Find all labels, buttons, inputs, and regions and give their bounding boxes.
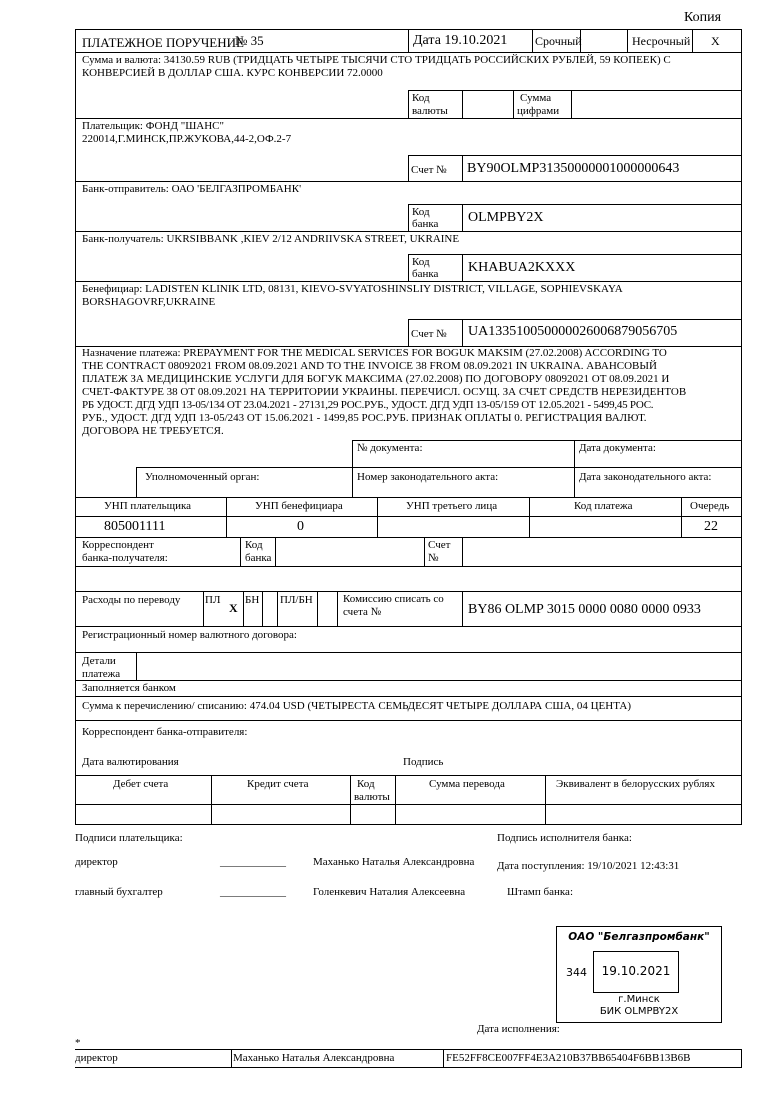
divider bbox=[681, 497, 682, 537]
footer-hash: FE52FF8CE007FF4E3A210B37BB65404F6BB13B6B bbox=[446, 1052, 691, 1064]
purpose-line-6: РУБ., УДОСТ. ДГД УДП 13-05/243 ОТ 15.06.2021 - 1499,85 РОС.РУБ. ПРИЗНАК ОПЛАТЫ 0. РЕГИСТРАЦИЯ ВАЛЮТ. bbox=[82, 412, 647, 424]
row-line bbox=[75, 591, 742, 592]
row-line bbox=[75, 775, 742, 776]
execution-date-label: Дата исполнения: bbox=[477, 1023, 560, 1035]
divider bbox=[462, 155, 463, 181]
unp-beneficiary-value: 0 bbox=[297, 519, 304, 534]
expenses-plbn: ПЛ/БН bbox=[280, 594, 313, 606]
sender-bank-code-label-2: банка bbox=[412, 218, 439, 230]
code-header-2: валюты bbox=[354, 791, 390, 803]
correspondent-label-2: банка-получателя: bbox=[82, 552, 168, 564]
unp-third-label: УНП третьего лица bbox=[406, 500, 498, 512]
divider bbox=[462, 537, 463, 566]
purpose-line-5: РБ УДОСТ. ДГД УДП 13-05/134 ОТ 23.04.2021 - 27131,29 РОС.РУБ., УДОСТ. ДГД УДП 13-05/159 ОТ 12.05.2021 - 5499,45 РОС. bbox=[82, 399, 654, 411]
payer-line-1: Плательщик: ФОНД "ШАНС" bbox=[82, 120, 225, 132]
divider bbox=[395, 775, 396, 824]
divider bbox=[545, 775, 546, 824]
stamp-number: 344 bbox=[566, 966, 587, 979]
sender-bank-code: OLMPBY2X bbox=[468, 210, 544, 225]
row-line bbox=[75, 680, 742, 681]
purpose-line-7: ДОГОВОРА НЕ ТРЕБУЕТСЯ. bbox=[82, 425, 224, 437]
row-line bbox=[75, 626, 742, 627]
correspondent-account-label-2: № bbox=[428, 552, 439, 564]
queue-label: Очередь bbox=[690, 500, 730, 512]
commission-label-1: Комиссию списать со bbox=[343, 593, 444, 605]
sum-digits-label-2: цифрами bbox=[517, 105, 560, 117]
row-line bbox=[75, 696, 742, 697]
correspondent-code-label: Код bbox=[245, 539, 263, 551]
purpose-line-2: THE CONTRACT 08092021 FROM 08.09.2021 AND TO THE INVOICE 38 FROM 08.09.2021 IN UKRAINA. АВАНСОВЫЙ bbox=[82, 360, 657, 372]
divider bbox=[462, 204, 463, 231]
authority-label: Уполномоченный орган: bbox=[145, 471, 260, 483]
divider bbox=[574, 440, 575, 497]
divider bbox=[408, 29, 409, 52]
expenses-bn: БН bbox=[245, 594, 260, 606]
currency-code-label-2: валюты bbox=[412, 105, 448, 117]
filled-by-bank-label: Заполняется банком bbox=[82, 682, 176, 694]
receiver-bank-label: Банк-получатель: UKRSIBBANK ,KIEV 2/12 ANDRIIVSKA STREET, UKRAINE bbox=[82, 233, 460, 245]
divider bbox=[231, 1049, 232, 1067]
details-label-1: Детали bbox=[82, 655, 116, 667]
commission-account: BY86 OLMP 3015 0000 0080 0000 0933 bbox=[468, 602, 701, 617]
payer-account: BY90OLMP31350000001000000643 bbox=[467, 161, 680, 176]
bank-executor-signature-label: Подпись исполнителя банка: bbox=[497, 832, 632, 844]
correspondent-account-label: Счет bbox=[428, 539, 451, 551]
purpose-line-3: ПЛАТЕЖ ЗА МЕДИЦИНСКИЕ УСЛУГИ ДЛЯ БОГУК МАКСИМА (27.02.2008) ПО ДОГОВОРУ 08092021 ОТ 08.09.2021 И bbox=[82, 373, 670, 385]
unp-beneficiary-label: УНП бенефициара bbox=[255, 500, 343, 512]
expenses-pl-mark: X bbox=[229, 601, 238, 615]
divider bbox=[275, 537, 276, 566]
divider bbox=[243, 591, 244, 626]
divider bbox=[462, 254, 463, 281]
row-line bbox=[408, 319, 742, 320]
footer-line-top bbox=[75, 1049, 742, 1050]
divider bbox=[240, 537, 241, 566]
divider bbox=[350, 775, 351, 824]
divider bbox=[627, 29, 628, 52]
order-date: Дата 19.10.2021 bbox=[413, 33, 508, 48]
correspondent-label-1: Корреспондент bbox=[82, 539, 154, 551]
credit-header: Кредит счета bbox=[247, 778, 309, 790]
divider bbox=[211, 775, 212, 824]
row-line bbox=[75, 537, 742, 538]
director-label: директор bbox=[75, 856, 118, 868]
footer-name: Маханько Наталья Александровна bbox=[233, 1052, 395, 1064]
divider bbox=[317, 591, 318, 626]
row-line bbox=[75, 566, 742, 567]
footer-right bbox=[741, 1049, 742, 1067]
receipt-date: Дата поступления: 19/10/2021 12:43:31 bbox=[497, 860, 680, 872]
divider bbox=[136, 467, 137, 497]
beneficiary-line-1: Бенефициар: LADISTEN KLINIK LTD, 08131, KIEVO-SVYATOSHINSLIY DISTRICT, VILLAGE, SOPHIEVSKAYA bbox=[82, 283, 623, 295]
transfer-sum-header: Сумма перевода bbox=[429, 778, 505, 790]
sender-bank-label: Банк-отправитель: ОАО 'БЕЛГАЗПРОМБАНК' bbox=[82, 183, 302, 195]
purpose-line-4: СЧЕТ-ФАКТУРЕ 38 ОТ 08.09.2021 НА ТЕРРИТОРИИ УКРАИНЫ. ПЕРЕЧИСЛ. ОСУЩ. ЗА СЧЕТ СРЕДСТВ НЕРЕЗИДЕНТОВ bbox=[82, 386, 687, 398]
row-line bbox=[352, 440, 742, 441]
divider bbox=[462, 591, 463, 626]
nonurgent-label: Несрочный bbox=[632, 34, 691, 48]
nonurgent-mark: X bbox=[711, 34, 720, 48]
queue-value: 22 bbox=[704, 519, 718, 534]
row-line bbox=[75, 652, 742, 653]
bank-stamp bbox=[556, 926, 722, 1023]
divider bbox=[424, 537, 425, 566]
frame-left bbox=[75, 29, 76, 824]
order-title: ПЛАТЕЖНОЕ ПОРУЧЕНИЕ bbox=[82, 35, 244, 50]
divider bbox=[277, 591, 278, 626]
divider bbox=[571, 90, 572, 118]
divider bbox=[377, 497, 378, 537]
footer-asterisk: * bbox=[75, 1037, 81, 1049]
expenses-pl: ПЛ bbox=[205, 594, 221, 606]
value-date-label: Дата валютирования bbox=[82, 756, 179, 768]
footer-role: директор bbox=[75, 1052, 118, 1064]
divider bbox=[462, 319, 463, 346]
row-line bbox=[75, 804, 742, 805]
divider bbox=[352, 440, 353, 497]
row-line bbox=[75, 118, 742, 119]
payer-account-label: Счет № bbox=[411, 164, 447, 176]
row-line bbox=[75, 497, 742, 498]
payer-signatures-label: Подписи плательщика: bbox=[75, 832, 183, 844]
copy-label: Копия bbox=[684, 10, 722, 25]
row-line bbox=[136, 467, 742, 468]
beneficiary-line-2: BORSHAGOVRF,UKRAINE bbox=[82, 296, 216, 308]
divider bbox=[692, 29, 693, 52]
accountant-label: главный бухгалтер bbox=[75, 886, 163, 898]
receiver-bank-code-label: Код bbox=[412, 256, 430, 268]
doc-number-label: № документа: bbox=[357, 442, 423, 454]
row-line bbox=[408, 155, 742, 156]
frame-bottom bbox=[75, 824, 742, 825]
currency-contract-label: Регистрационный номер валютного договора: bbox=[82, 629, 297, 641]
divider bbox=[408, 90, 409, 118]
beneficiary-account: UA133510050000026006879056705 bbox=[468, 324, 678, 339]
amount-line-2: КОНВЕРСИЕЙ В ДОЛЛАР США. КУРС КОНВЕРСИИ 72.0000 bbox=[82, 67, 383, 79]
divider bbox=[529, 497, 530, 537]
divider bbox=[203, 591, 204, 626]
receiver-bank-code: KHABUA2KXXX bbox=[468, 260, 576, 275]
commission-label-2: счета № bbox=[343, 606, 382, 618]
receiver-bank-code-label-2: банка bbox=[412, 268, 439, 280]
divider bbox=[262, 591, 263, 626]
bank-stamp-label: Штамп банка: bbox=[507, 886, 573, 898]
act-date-label: Дата законодательного акта: bbox=[579, 471, 712, 483]
amount-line-1: Сумма и валюта: 34130.59 RUB (ТРИДЦАТЬ ЧЕТЫРЕ ТЫСЯЧИ СТО ТРИДЦАТЬ РОССИЙСКИХ РУБЛЕЙ, 59 КОПЕЕК) С bbox=[82, 54, 671, 66]
divider bbox=[408, 155, 409, 181]
row-line bbox=[75, 52, 742, 53]
row-line bbox=[408, 90, 742, 91]
accountant-signature-line: ____________ bbox=[220, 886, 286, 898]
code-header-1: Код bbox=[357, 778, 375, 790]
correspondent-code-label-2: банка bbox=[245, 552, 272, 564]
row-line bbox=[75, 181, 742, 182]
order-number: № 35 bbox=[235, 33, 264, 48]
urgent-label: Срочный bbox=[535, 34, 582, 48]
divider bbox=[443, 1049, 444, 1067]
divider bbox=[580, 29, 581, 52]
divider bbox=[408, 204, 409, 231]
director-signature-line: ____________ bbox=[220, 856, 286, 868]
signature-label: Подпись bbox=[403, 756, 444, 768]
sender-bank-code-label: Код bbox=[412, 206, 430, 218]
unp-payer-label: УНП плательщика bbox=[104, 500, 192, 512]
divider bbox=[408, 319, 409, 346]
act-number-label: Номер законодательного акта: bbox=[357, 471, 499, 483]
divider bbox=[532, 29, 533, 52]
doc-date-label: Дата документа: bbox=[579, 442, 656, 454]
frame-right bbox=[741, 29, 742, 824]
payer-line-2: 220014,Г.МИНСК,ПР.ЖУКОВА,44-2,ОФ.2-7 bbox=[82, 133, 292, 145]
unp-payer-value: 805001111 bbox=[104, 519, 166, 534]
stamp-city: г.Минск bbox=[618, 994, 660, 1005]
beneficiary-account-label: Счет № bbox=[411, 328, 447, 340]
currency-code-label: Код bbox=[412, 92, 430, 104]
divider bbox=[136, 652, 137, 680]
debit-header: Дебет счета bbox=[113, 778, 169, 790]
stamp-bank-name: ОАО "Белгазпромбанк" bbox=[568, 931, 710, 943]
row-line bbox=[75, 720, 742, 721]
sender-correspondent-label: Корреспондент банка-отправителя: bbox=[82, 726, 248, 738]
divider bbox=[513, 90, 514, 118]
details-label-2: платежа bbox=[82, 668, 121, 680]
footer-line-bottom bbox=[75, 1067, 742, 1068]
divider bbox=[226, 497, 227, 537]
divider bbox=[462, 90, 463, 118]
director-name: Маханько Наталья Александровна bbox=[313, 856, 475, 868]
row-line bbox=[75, 516, 742, 517]
stamp-date: 19.10.2021 bbox=[601, 964, 671, 978]
sum-digits-label: Сумма bbox=[520, 92, 552, 104]
payment-code-label: Код платежа bbox=[574, 500, 633, 512]
row-line bbox=[408, 254, 742, 255]
equivalent-header: Эквивалент в белорусских рублях bbox=[556, 778, 715, 790]
expenses-label: Расходы по переводу bbox=[82, 594, 181, 606]
row-line bbox=[75, 231, 742, 232]
transfer-amount: Сумма к перечислению/ списанию: 474.04 USD (ЧЕТЫРЕСТА СЕМЬДЕСЯТ ЧЕТЫРЕ ДОЛЛАРА США, 04 ЦЕНТА) bbox=[82, 700, 631, 712]
divider bbox=[408, 254, 409, 281]
row-line bbox=[75, 281, 742, 282]
row-line bbox=[408, 204, 742, 205]
stamp-date-box bbox=[593, 951, 679, 993]
divider bbox=[337, 591, 338, 626]
stamp-bik: БИК OLMPBY2X bbox=[599, 1006, 679, 1017]
accountant-name: Голенкевич Наталия Алексеевна bbox=[313, 886, 466, 898]
purpose-line-1: Назначение платежа: PREPAYMENT FOR THE MEDICAL SERVICES FOR BOGUK MAKSIM (27.02.2008) ACCORDING TO bbox=[82, 347, 667, 359]
